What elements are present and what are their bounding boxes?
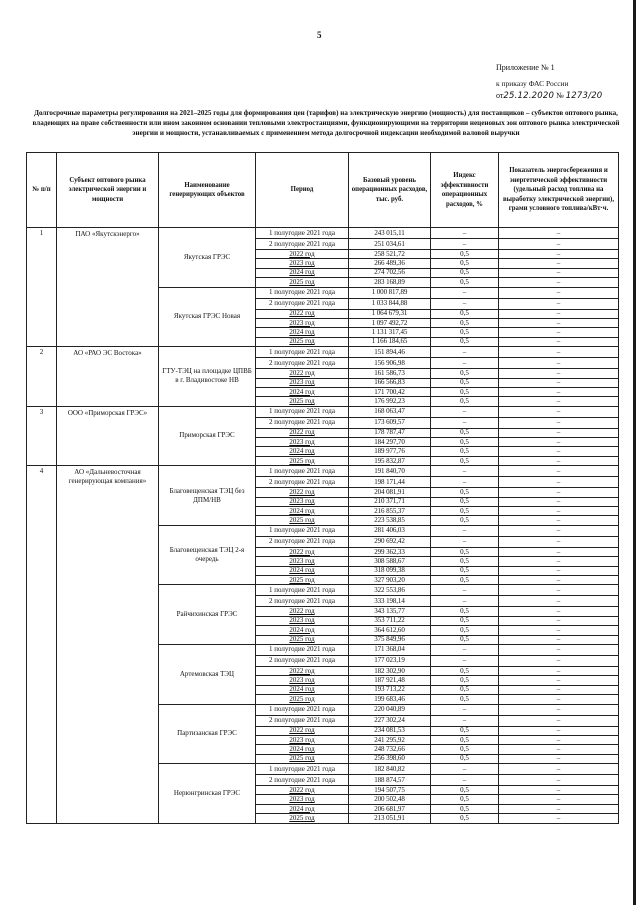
- generating-object-name: Приморская ГРЭС: [159, 406, 256, 466]
- fuel-indicator-cell: –: [499, 525, 619, 536]
- col-header-base-level: Базовый уровень операционных расходов, тыс. руб.: [349, 153, 431, 228]
- efficiency-index-cell: 0,5: [431, 795, 499, 804]
- period-cell: 2025 год: [256, 814, 349, 823]
- period-cell: 2025 год: [256, 754, 349, 763]
- efficiency-index-cell: 0,5: [431, 635, 499, 644]
- period-cell: 2024 год: [256, 745, 349, 754]
- fuel-indicator-cell: –: [499, 655, 619, 666]
- col-header-fuel-indicator: Показатель энергосбережения и энергетической эффективности (удельный расход топлива на выработку электрической энергии), грами условного топлива/кВт·ч.: [499, 153, 619, 228]
- efficiency-index-cell: –: [431, 536, 499, 547]
- base-level-cell: 333 198,14: [349, 596, 431, 607]
- fuel-indicator-cell: –: [499, 369, 619, 378]
- base-level-cell: 241 295,92: [349, 735, 431, 744]
- period-cell: 2 полугодие 2021 года: [256, 239, 349, 250]
- period-cell: 1 полугодие 2021 года: [256, 644, 349, 655]
- period-cell: 2023 год: [256, 676, 349, 685]
- efficiency-index-cell: 0,5: [431, 745, 499, 754]
- fuel-indicator-cell: –: [499, 516, 619, 525]
- base-level-cell: 1 064 679,31: [349, 309, 431, 318]
- period-cell: 1 полугодие 2021 года: [256, 287, 349, 298]
- fuel-indicator-cell: –: [499, 417, 619, 428]
- period-cell: 2023 год: [256, 735, 349, 744]
- entity-number: 3: [27, 406, 57, 466]
- base-level-cell: 189 977,76: [349, 447, 431, 456]
- efficiency-index-cell: 0,5: [431, 259, 499, 268]
- efficiency-index-cell: 0,5: [431, 337, 499, 346]
- efficiency-index-cell: –: [431, 525, 499, 536]
- period-cell: 2023 год: [256, 378, 349, 387]
- period-cell: 2025 год: [256, 516, 349, 525]
- efficiency-index-cell: 0,5: [431, 250, 499, 259]
- efficiency-index-cell: –: [431, 585, 499, 596]
- period-cell: 2 полугодие 2021 года: [256, 536, 349, 547]
- period-cell: 1 полугодие 2021 года: [256, 347, 349, 358]
- base-level-cell: 1 000 817,89: [349, 287, 431, 298]
- generating-object-name: Артемовская ТЭЦ: [159, 644, 256, 704]
- base-level-cell: 182 840,82: [349, 764, 431, 775]
- efficiency-index-cell: –: [431, 704, 499, 715]
- period-cell: 2 полугодие 2021 года: [256, 655, 349, 666]
- efficiency-index-cell: 0,5: [431, 607, 499, 616]
- fuel-indicator-cell: –: [499, 745, 619, 754]
- base-level-cell: 188 874,57: [349, 775, 431, 786]
- base-level-cell: 204 081,91: [349, 488, 431, 497]
- base-level-cell: 178 787,47: [349, 428, 431, 437]
- base-level-cell: 223 538,85: [349, 516, 431, 525]
- efficiency-index-cell: 0,5: [431, 786, 499, 795]
- generating-object-name: Благовещенская ТЭЦ 2-я очередь: [159, 525, 256, 585]
- efficiency-index-cell: –: [431, 715, 499, 726]
- base-level-cell: 166 566,83: [349, 378, 431, 387]
- generating-object-name: Партизанская ГРЭС: [159, 704, 256, 764]
- base-level-cell: 195 832,87: [349, 456, 431, 465]
- efficiency-index-cell: 0,5: [431, 318, 499, 327]
- base-level-cell: 156 906,98: [349, 358, 431, 369]
- base-level-cell: 234 081,53: [349, 726, 431, 735]
- fuel-indicator-cell: –: [499, 228, 619, 239]
- period-cell: 2022 год: [256, 309, 349, 318]
- period-cell: 2022 год: [256, 607, 349, 616]
- efficiency-index-cell: –: [431, 596, 499, 607]
- fuel-indicator-cell: –: [499, 287, 619, 298]
- fuel-indicator-cell: –: [499, 685, 619, 694]
- fuel-indicator-cell: –: [499, 456, 619, 465]
- fuel-indicator-cell: –: [499, 715, 619, 726]
- period-cell: 2023 год: [256, 259, 349, 268]
- base-level-cell: 151 894,46: [349, 347, 431, 358]
- fuel-indicator-cell: –: [499, 239, 619, 250]
- period-cell: 2023 год: [256, 438, 349, 447]
- generating-object-name: Благовещенская ТЭЦ без ДПМ/НВ: [159, 466, 256, 526]
- base-level-cell: 216 855,37: [349, 507, 431, 516]
- fuel-indicator-cell: –: [499, 557, 619, 566]
- fuel-indicator-cell: –: [499, 676, 619, 685]
- period-cell: 1 полугодие 2021 года: [256, 406, 349, 417]
- fuel-indicator-cell: –: [499, 536, 619, 547]
- fuel-indicator-cell: –: [499, 814, 619, 823]
- entity-name: ООО «Приморская ГРЭС»: [57, 406, 159, 466]
- base-level-cell: 193 713,22: [349, 685, 431, 694]
- efficiency-index-cell: 0,5: [431, 626, 499, 635]
- base-level-cell: 182 302,90: [349, 666, 431, 675]
- entity-number: 4: [27, 466, 57, 823]
- period-cell: 2022 год: [256, 786, 349, 795]
- base-level-cell: 220 040,89: [349, 704, 431, 715]
- fuel-indicator-cell: –: [499, 250, 619, 259]
- efficiency-index-cell: 0,5: [431, 268, 499, 277]
- efficiency-index-cell: 0,5: [431, 726, 499, 735]
- period-cell: 2025 год: [256, 695, 349, 704]
- order-prefix: от: [496, 91, 504, 100]
- col-header-object: Наименование генерирующих объектов: [159, 153, 256, 228]
- efficiency-index-cell: –: [431, 239, 499, 250]
- efficiency-index-cell: 0,5: [431, 497, 499, 506]
- base-level-cell: 199 683,46: [349, 695, 431, 704]
- efficiency-index-cell: 0,5: [431, 387, 499, 396]
- document-title: Долгосрочные параметры регулирования на 2021–2025 годы для формирования цен (тарифов) на электрическую энергию (мощность) для поставщиков – субъектов оптового рынка, владеющих на праве собственности или ином законном основании тепловыми электростанциями, функционирующими на территории неценовых зон оптового рынка электрической энергии и мощности, устанавливаемых с применением метода долгосрочной индексации необходимой валовой выручки: [32, 109, 620, 137]
- base-level-cell: 177 023,19: [349, 655, 431, 666]
- fuel-indicator-cell: –: [499, 626, 619, 635]
- base-level-cell: 171 700,42: [349, 387, 431, 396]
- period-cell: 2024 год: [256, 447, 349, 456]
- fuel-indicator-cell: –: [499, 585, 619, 596]
- fuel-indicator-cell: –: [499, 507, 619, 516]
- period-cell: 2 полугодие 2021 года: [256, 596, 349, 607]
- period-cell: 2025 год: [256, 456, 349, 465]
- efficiency-index-cell: 0,5: [431, 685, 499, 694]
- period-cell: 1 полугодие 2021 года: [256, 228, 349, 239]
- period-cell: 2025 год: [256, 635, 349, 644]
- fuel-indicator-cell: –: [499, 406, 619, 417]
- fuel-indicator-cell: –: [499, 704, 619, 715]
- period-cell: 2025 год: [256, 575, 349, 584]
- fuel-indicator-cell: –: [499, 754, 619, 763]
- base-level-cell: 258 521,72: [349, 250, 431, 259]
- fuel-indicator-cell: –: [499, 726, 619, 735]
- period-cell: 2023 год: [256, 616, 349, 625]
- fuel-indicator-cell: –: [499, 397, 619, 406]
- fuel-indicator-cell: –: [499, 488, 619, 497]
- period-cell: 2023 год: [256, 497, 349, 506]
- period-cell: 1 полугодие 2021 года: [256, 585, 349, 596]
- efficiency-index-cell: 0,5: [431, 676, 499, 685]
- fuel-indicator-cell: –: [499, 318, 619, 327]
- period-cell: 2022 год: [256, 726, 349, 735]
- efficiency-index-cell: 0,5: [431, 378, 499, 387]
- fuel-indicator-cell: –: [499, 259, 619, 268]
- fuel-indicator-cell: –: [499, 268, 619, 277]
- table-row: [27, 406, 619, 417]
- base-level-cell: 364 612,60: [349, 626, 431, 635]
- period-cell: 2 полугодие 2021 года: [256, 775, 349, 786]
- efficiency-index-cell: –: [431, 358, 499, 369]
- efficiency-index-cell: –: [431, 655, 499, 666]
- efficiency-index-cell: 0,5: [431, 328, 499, 337]
- period-cell: 1 полугодие 2021 года: [256, 525, 349, 536]
- fuel-indicator-cell: –: [499, 695, 619, 704]
- entity-name: ПАО «Якутскэнерго»: [57, 228, 159, 347]
- period-cell: 2024 год: [256, 566, 349, 575]
- generating-object-name: Райчихинская ГРЭС: [159, 585, 256, 645]
- efficiency-index-cell: –: [431, 298, 499, 309]
- period-cell: 2 полугодие 2021 года: [256, 715, 349, 726]
- base-level-cell: 176 992,23: [349, 397, 431, 406]
- base-level-cell: 290 692,42: [349, 536, 431, 547]
- base-level-cell: 187 921,48: [349, 676, 431, 685]
- fuel-indicator-cell: –: [499, 547, 619, 556]
- base-level-cell: 210 371,71: [349, 497, 431, 506]
- period-cell: 2024 год: [256, 685, 349, 694]
- fuel-indicator-cell: –: [499, 786, 619, 795]
- efficiency-index-cell: –: [431, 644, 499, 655]
- base-level-cell: 353 711,22: [349, 616, 431, 625]
- period-cell: 2022 год: [256, 250, 349, 259]
- efficiency-index-cell: –: [431, 228, 499, 239]
- fuel-indicator-cell: –: [499, 735, 619, 744]
- efficiency-index-cell: 0,5: [431, 278, 499, 287]
- order-no-prefix: №: [556, 91, 564, 100]
- period-cell: 2024 год: [256, 387, 349, 396]
- period-cell: 2025 год: [256, 397, 349, 406]
- period-cell: 2023 год: [256, 557, 349, 566]
- base-level-cell: 168 063,47: [349, 406, 431, 417]
- generating-object-name: Якутская ГРЭС: [159, 228, 256, 288]
- fuel-indicator-cell: –: [499, 378, 619, 387]
- efficiency-index-cell: 0,5: [431, 516, 499, 525]
- fuel-indicator-cell: –: [499, 497, 619, 506]
- base-level-cell: 343 135,77: [349, 607, 431, 616]
- entity-number: 2: [27, 347, 57, 407]
- fuel-indicator-cell: –: [499, 447, 619, 456]
- base-level-cell: 256 398,60: [349, 754, 431, 763]
- scan-edge-bar: [633, 0, 636, 905]
- efficiency-index-cell: 0,5: [431, 309, 499, 318]
- fuel-indicator-cell: –: [499, 795, 619, 804]
- fuel-indicator-cell: –: [499, 347, 619, 358]
- order-date: 25.12.2020: [503, 91, 555, 101]
- base-level-cell: 248 732,66: [349, 745, 431, 754]
- entity-name: АО «Дальневосточная генерирующая компания»: [57, 466, 159, 823]
- base-level-cell: 227 302,24: [349, 715, 431, 726]
- base-level-cell: 375 849,96: [349, 635, 431, 644]
- fuel-indicator-cell: –: [499, 775, 619, 786]
- period-cell: 1 полугодие 2021 года: [256, 704, 349, 715]
- period-cell: 2 полугодие 2021 года: [256, 358, 349, 369]
- efficiency-index-cell: 0,5: [431, 488, 499, 497]
- period-cell: 2 полугодие 2021 года: [256, 417, 349, 428]
- period-cell: 1 полугодие 2021 года: [256, 466, 349, 477]
- parameters-table: [26, 152, 619, 824]
- efficiency-index-cell: 0,5: [431, 735, 499, 744]
- period-cell: 2 полугодие 2021 года: [256, 298, 349, 309]
- period-cell: 2025 год: [256, 278, 349, 287]
- base-level-cell: 322 553,86: [349, 585, 431, 596]
- fuel-indicator-cell: –: [499, 575, 619, 584]
- efficiency-index-cell: 0,5: [431, 438, 499, 447]
- efficiency-index-cell: 0,5: [431, 804, 499, 813]
- entity-name: АО «РАО ЭС Востока»: [57, 347, 159, 407]
- base-level-cell: 243 015,11: [349, 228, 431, 239]
- fuel-indicator-cell: –: [499, 328, 619, 337]
- efficiency-index-cell: 0,5: [431, 397, 499, 406]
- efficiency-index-cell: 0,5: [431, 695, 499, 704]
- base-level-cell: 283 168,89: [349, 278, 431, 287]
- fuel-indicator-cell: –: [499, 358, 619, 369]
- fuel-indicator-cell: –: [499, 438, 619, 447]
- base-level-cell: 318 099,38: [349, 566, 431, 575]
- col-header-period: Период: [256, 153, 349, 228]
- order-reference: к приказу ФАС России: [496, 79, 569, 88]
- base-level-cell: 1 097 492,72: [349, 318, 431, 327]
- period-cell: 1 полугодие 2021 года: [256, 764, 349, 775]
- efficiency-index-cell: –: [431, 347, 499, 358]
- efficiency-index-cell: 0,5: [431, 547, 499, 556]
- period-cell: 2 полугодие 2021 года: [256, 477, 349, 488]
- generating-object-name: Нерюнгринская ГРЭС: [159, 764, 256, 824]
- base-level-cell: 161 586,73: [349, 369, 431, 378]
- period-cell: 2024 год: [256, 804, 349, 813]
- fuel-indicator-cell: –: [499, 387, 619, 396]
- period-cell: 2022 год: [256, 428, 349, 437]
- col-header-efficiency-index: Индекс эффективности операционных расходов, %: [431, 153, 499, 228]
- efficiency-index-cell: –: [431, 417, 499, 428]
- efficiency-index-cell: –: [431, 406, 499, 417]
- order-date-line: [496, 91, 602, 101]
- efficiency-index-cell: 0,5: [431, 428, 499, 437]
- page-number: 5: [317, 30, 322, 40]
- efficiency-index-cell: 0,5: [431, 754, 499, 763]
- period-cell: 2024 год: [256, 507, 349, 516]
- efficiency-index-cell: –: [431, 287, 499, 298]
- efficiency-index-cell: 0,5: [431, 814, 499, 823]
- efficiency-index-cell: –: [431, 764, 499, 775]
- fuel-indicator-cell: –: [499, 337, 619, 346]
- fuel-indicator-cell: –: [499, 764, 619, 775]
- base-level-cell: 281 406,03: [349, 525, 431, 536]
- base-level-cell: 299 362,33: [349, 547, 431, 556]
- table-row: [27, 347, 619, 358]
- efficiency-index-cell: –: [431, 775, 499, 786]
- order-number: 1273/20: [565, 91, 603, 101]
- fuel-indicator-cell: –: [499, 298, 619, 309]
- table-row: [27, 466, 619, 477]
- base-level-cell: 327 903,20: [349, 575, 431, 584]
- base-level-cell: 194 507,75: [349, 786, 431, 795]
- efficiency-index-cell: 0,5: [431, 575, 499, 584]
- base-level-cell: 251 034,61: [349, 239, 431, 250]
- efficiency-index-cell: 0,5: [431, 447, 499, 456]
- fuel-indicator-cell: –: [499, 644, 619, 655]
- fuel-indicator-cell: –: [499, 477, 619, 488]
- period-cell: 2025 год: [256, 337, 349, 346]
- fuel-indicator-cell: –: [499, 596, 619, 607]
- period-cell: 2022 год: [256, 666, 349, 675]
- fuel-indicator-cell: –: [499, 428, 619, 437]
- efficiency-index-cell: 0,5: [431, 616, 499, 625]
- fuel-indicator-cell: –: [499, 635, 619, 644]
- base-level-cell: 173 609,57: [349, 417, 431, 428]
- col-header-entity: Субъект оптового рынка электрической энергии и мощности: [57, 153, 159, 228]
- base-level-cell: 191 840,70: [349, 466, 431, 477]
- fuel-indicator-cell: –: [499, 666, 619, 675]
- table-row: [27, 228, 619, 239]
- period-cell: 2023 год: [256, 795, 349, 804]
- period-cell: 2022 год: [256, 547, 349, 556]
- efficiency-index-cell: 0,5: [431, 666, 499, 675]
- fuel-indicator-cell: –: [499, 804, 619, 813]
- period-cell: 2022 год: [256, 488, 349, 497]
- efficiency-index-cell: –: [431, 477, 499, 488]
- table-header-row: [27, 153, 619, 228]
- period-cell: 2024 год: [256, 328, 349, 337]
- generating-object-name: Якутская ГРЭС Новая: [159, 287, 256, 347]
- efficiency-index-cell: 0,5: [431, 507, 499, 516]
- efficiency-index-cell: 0,5: [431, 566, 499, 575]
- base-level-cell: 1 131 317,45: [349, 328, 431, 337]
- base-level-cell: 206 681,97: [349, 804, 431, 813]
- base-level-cell: 1 033 844,88: [349, 298, 431, 309]
- period-cell: 2024 год: [256, 268, 349, 277]
- base-level-cell: 200 502,48: [349, 795, 431, 804]
- base-level-cell: 274 702,56: [349, 268, 431, 277]
- fuel-indicator-cell: –: [499, 566, 619, 575]
- period-cell: 2023 год: [256, 318, 349, 327]
- period-cell: 2024 год: [256, 626, 349, 635]
- entity-number: 1: [27, 228, 57, 347]
- period-cell: 2022 год: [256, 369, 349, 378]
- base-level-cell: 171 368,04: [349, 644, 431, 655]
- efficiency-index-cell: –: [431, 466, 499, 477]
- fuel-indicator-cell: –: [499, 607, 619, 616]
- efficiency-index-cell: 0,5: [431, 456, 499, 465]
- efficiency-index-cell: 0,5: [431, 557, 499, 566]
- base-level-cell: 266 489,36: [349, 259, 431, 268]
- fuel-indicator-cell: –: [499, 309, 619, 318]
- base-level-cell: 308 588,67: [349, 557, 431, 566]
- fuel-indicator-cell: –: [499, 278, 619, 287]
- efficiency-index-cell: 0,5: [431, 369, 499, 378]
- col-header-no: № п/п: [27, 153, 57, 228]
- base-level-cell: 213 051,91: [349, 814, 431, 823]
- generating-object-name: ГТУ-ТЭЦ на площадке ЦПВБ в г. Владивостоке НВ: [159, 347, 256, 407]
- table-body: [27, 228, 619, 824]
- fuel-indicator-cell: –: [499, 616, 619, 625]
- base-level-cell: 1 166 184,65: [349, 337, 431, 346]
- appendix-label: Приложение № 1: [496, 63, 555, 72]
- base-level-cell: 198 171,44: [349, 477, 431, 488]
- fuel-indicator-cell: –: [499, 466, 619, 477]
- base-level-cell: 184 297,70: [349, 438, 431, 447]
